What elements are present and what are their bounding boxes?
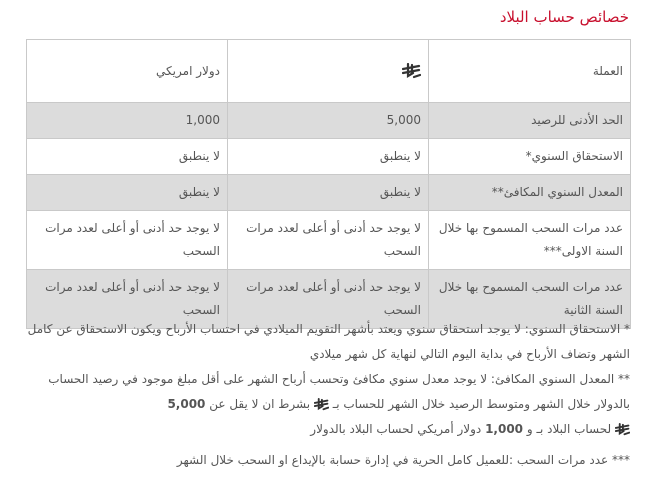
note2-local-account: لحساب البلاد بـ [536,422,612,436]
note2-amount-usd: 1,000 [485,422,524,436]
footnotes [24,317,630,473]
note2-amount-local: 5,000 [167,397,206,411]
table-row [27,175,631,211]
saudi-riyal-icon [615,423,630,436]
features-table [26,39,631,329]
local-value-cell: لا ينطبق [228,175,429,211]
note-equivalent-rate [24,367,630,442]
note2-text: ** المعدل السنوي المكافئ: لا يوجد معدل سنوي مكافئ وتحسب أرباح الشهر على أقل مبلغ موجود في رصيد الحساب بالدولار خلال الشهر ومتوسط الرصيد خلال الشهر للحساب بـ [48,372,630,411]
local-value-cell: لا يوجد حد أدنى أو أعلى لعدد مرات السحب [228,211,429,270]
saudi-riyal-icon [314,398,329,411]
usd-value-cell: لا ينطبق [27,175,228,211]
row-label: الاستحقاق السنوي* [429,139,631,175]
row-label: العملة [429,40,631,103]
usd-value-cell: لا ينطبق [27,139,228,175]
row-label: عدد مرات السحب المسموح بها خلال السنة الثانية [429,270,631,329]
local-value-cell: لا ينطبق [228,139,429,175]
page-title: خصائص حساب البلاد [499,8,629,26]
table-row [27,103,631,139]
row-label: الحد الأدنى للرصيد [429,103,631,139]
local-value-cell: 5,000 [228,103,429,139]
note-annual-accrual: * الاستحقاق السنوي: لا يوجد استحقاق سنوي ويعتد بأشهر التقويم الميلادي في احتساب الأرباح ويكون الاستحقاق عن كامل الشهر وتضاف الأرباح في بداية اليوم التالي لنهاية كل شهر ميلادي [27,322,630,361]
usd-cell: دولار امريكي [27,40,228,103]
usd-value-cell: لا يوجد حد أدنى أو أعلى لعدد مرات السحب [27,270,228,329]
note2-condition: بشرط ان لا يقل عن [209,397,311,411]
usd-value-cell: 1,000 [27,103,228,139]
local-value-cell: لا يوجد حد أدنى أو أعلى لعدد مرات السحب [228,270,429,329]
note2-and: و [526,422,533,436]
row-label: المعدل السنوي المكافئ** [429,175,631,211]
note2-usd-account: دولار أمريكي لحساب البلاد بالدولار [310,422,482,436]
table-row [27,40,631,103]
local-currency-cell [228,40,429,103]
row-label: عدد مرات السحب المسموح بها خلال السنة الاولى*** [429,211,631,270]
usd-value-cell: لا يوجد حد أدنى أو أعلى لعدد مرات السحب [27,211,228,270]
saudi-riyal-icon [402,63,421,79]
table-row [27,139,631,175]
table-row [27,211,631,270]
note-withdrawals: *** عدد مرات السحب :للعميل كامل الحرية في إدارة حسابة بالإيداع او السحب خلال الشهر [176,453,630,467]
